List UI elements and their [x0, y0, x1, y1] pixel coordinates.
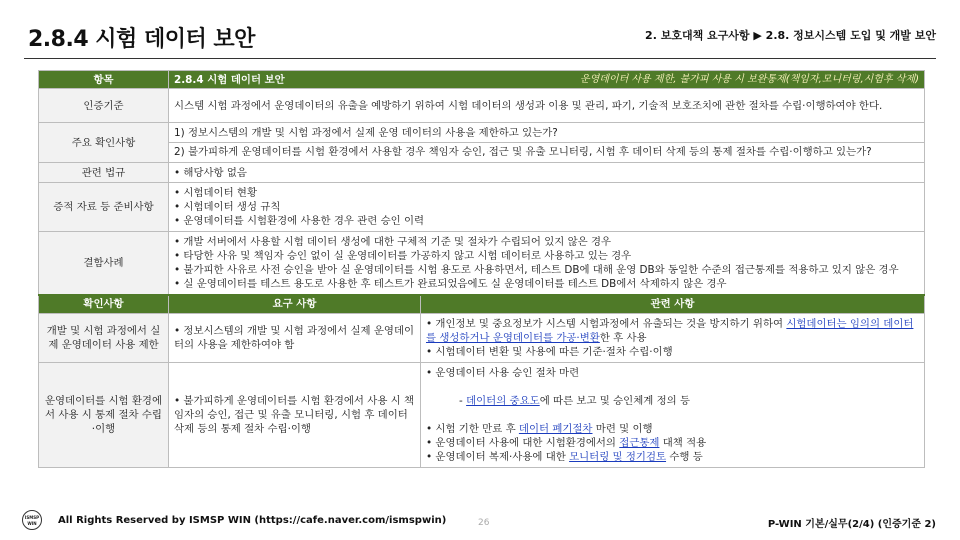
related-text: • 개인정보 및 중요정보가 시스템 시험과정에서 유출되는 것을 방지하기 위하여 [426, 317, 787, 330]
check-item: 운영데이터를 시험 환경에서 사용 시 통제 절차 수립·이행 [39, 362, 169, 467]
ismsp-logo-icon: ISMSP WIN [22, 510, 42, 530]
criteria-header [169, 71, 925, 89]
related-highlight: 접근통제 [619, 436, 660, 449]
law-row [39, 163, 925, 183]
related-text: • 시험데이터 변환 및 사용에 따른 기준·절차 수립·이행 [426, 345, 673, 358]
related-highlight: 데이터 폐기절차 [518, 422, 593, 435]
page-title: 2.8.4 시험 데이터 보안 [28, 27, 255, 52]
related-highlight: 모니터링 및 정기검토 [569, 450, 667, 463]
evidence-item: • 시험데이터 생성 규칙 [174, 201, 281, 213]
evidence-items [169, 183, 925, 232]
law-text: • 해당사항 없음 [169, 163, 925, 183]
criteria-note: 운영데이터 사용 제한, 불가피 사용 시 보완통제(책임자,모니터링,시험후 삭제) [579, 73, 920, 85]
evidence-item: • 시험데이터 현황 [174, 187, 257, 199]
breadcrumb: 2. 보호대책 요구사항 ▶ 2.8. 정보시스템 도입 및 개발 보안 [645, 29, 936, 42]
related-highlight: 데이터의 중요도 [466, 394, 540, 407]
defect-item: • 실 운영데이터를 테스트 용도로 사용한 후 테스트가 완료되었음에도 실 운영데이터를 테스트 DB에서 삭제하지 않은 경우 [174, 278, 727, 290]
standard-text: 시스템 시험 과정에서 운영데이터의 유출을 예방하기 위하여 시험 데이터의 생성과 이용 및 관리, 파기, 기술적 보호조치에 관한 절차를 수립·이행하여야 한다. [169, 89, 925, 123]
related-items [421, 362, 925, 467]
defect-item: • 타당한 사유 및 책임자 승인 없이 실 운영데이터를 가공하지 않고 시험 데이터로 사용하고 있는 경우 [174, 250, 632, 262]
divider [169, 142, 924, 143]
key-check-item: 2) 불가피하게 운영데이터를 시험 환경에서 사용할 경우 책임자 승인, 접근 및 유출 모니터링, 시험 후 데이터 삭제 등의 통제 절차를 수립·이행하고 있는가? [174, 146, 872, 158]
related-item [426, 450, 919, 464]
criteria-table [38, 70, 925, 468]
evidence-label: 증적 자료 등 준비사항 [39, 183, 169, 232]
key-check-item: 1) 정보시스템의 개발 및 시험 과정에서 실제 운영 데이터의 사용을 제한하고 있는가? [174, 127, 558, 139]
bottom-header-row [39, 295, 925, 313]
related-item [426, 436, 919, 450]
related-text: 에 따른 보고 및 승인체계 정의 등 [539, 394, 690, 407]
related-text: • 운영데이터 사용 승인 절차 마련 [426, 366, 580, 379]
related-text: 수행 등 [666, 450, 703, 463]
top-header-row [39, 71, 925, 89]
related-item [426, 317, 919, 345]
check-header: 확인사항 [39, 295, 169, 313]
related-item [426, 380, 919, 422]
page-number: 26 [478, 518, 490, 528]
standard-row [39, 89, 925, 123]
criteria-title: 2.8.4 시험 데이터 보안 [174, 73, 285, 86]
title-divider [24, 58, 936, 59]
related-text: 마련 및 이행 [592, 422, 653, 435]
related-text: - [452, 394, 467, 407]
related-item [426, 366, 919, 380]
related-text: • 운영데이터 사용에 대한 시험환경에서의 [426, 436, 620, 449]
footer-copyright: All Rights Reserved by ISMSP WIN (https://cafe.naver.com/ismspwin) [58, 515, 447, 526]
detail-row [39, 362, 925, 467]
related-highlight: 시험데이터는 임의의 데이터를 생성하거나 운영데이터를 가공·변환 [426, 317, 914, 344]
evidence-row [39, 183, 925, 232]
defect-item: • 불가피한 사유로 사전 승인을 받아 실 운영데이터를 시험 용도로 사용하면서, 테스트 DB에 대해 운영 DB와 동일한 수준의 접근통제를 적용하고 있지 않은 경우 [174, 264, 899, 276]
related-text: 대책 적용 [659, 436, 707, 449]
defect-items [169, 232, 925, 296]
related-items [421, 313, 925, 362]
evidence-item: • 운영데이터를 시험환경에 사용한 경우 관련 승인 이력 [174, 215, 425, 227]
footer-course: P-WIN 기본/실무(2/4) (인증기준 2) [767, 519, 936, 530]
related-text: • 운영데이터 복제·사용에 대한 [426, 450, 570, 463]
standard-label: 인증기준 [39, 89, 169, 123]
key-check-row [39, 123, 925, 163]
detail-row [39, 313, 925, 362]
defect-item: • 개발 서버에서 사용할 시험 데이터 생성에 대한 구체적 기준 및 절차가 수립되어 있지 않은 경우 [174, 236, 612, 248]
requirement-header: 요구 사항 [169, 295, 421, 313]
law-label: 관련 법규 [39, 163, 169, 183]
item-header: 항목 [39, 71, 169, 89]
requirement-text: • 정보시스템의 개발 및 시험 과정에서 실제 운영데이터의 사용을 제한하여야 함 [169, 313, 421, 362]
related-item [426, 422, 919, 436]
key-check-label: 주요 확인사항 [39, 123, 169, 163]
related-item [426, 345, 919, 359]
key-check-items [169, 123, 925, 163]
defect-row [39, 232, 925, 296]
check-item: 개발 및 시험 과정에서 실제 운영데이터 사용 제한 [39, 313, 169, 362]
related-text: 한 후 사용 [599, 331, 647, 344]
related-header: 관련 사항 [421, 295, 925, 313]
defect-label: 결함사례 [39, 232, 169, 296]
requirement-text: • 불가피하게 운영데이터를 시험 환경에서 사용 시 책임자의 승인, 접근 및 유출 모니터링, 시험 후 데이터 삭제 등의 통제 절차 수립·이행 [169, 362, 421, 467]
related-text: • 시험 기한 만료 후 [426, 422, 519, 435]
